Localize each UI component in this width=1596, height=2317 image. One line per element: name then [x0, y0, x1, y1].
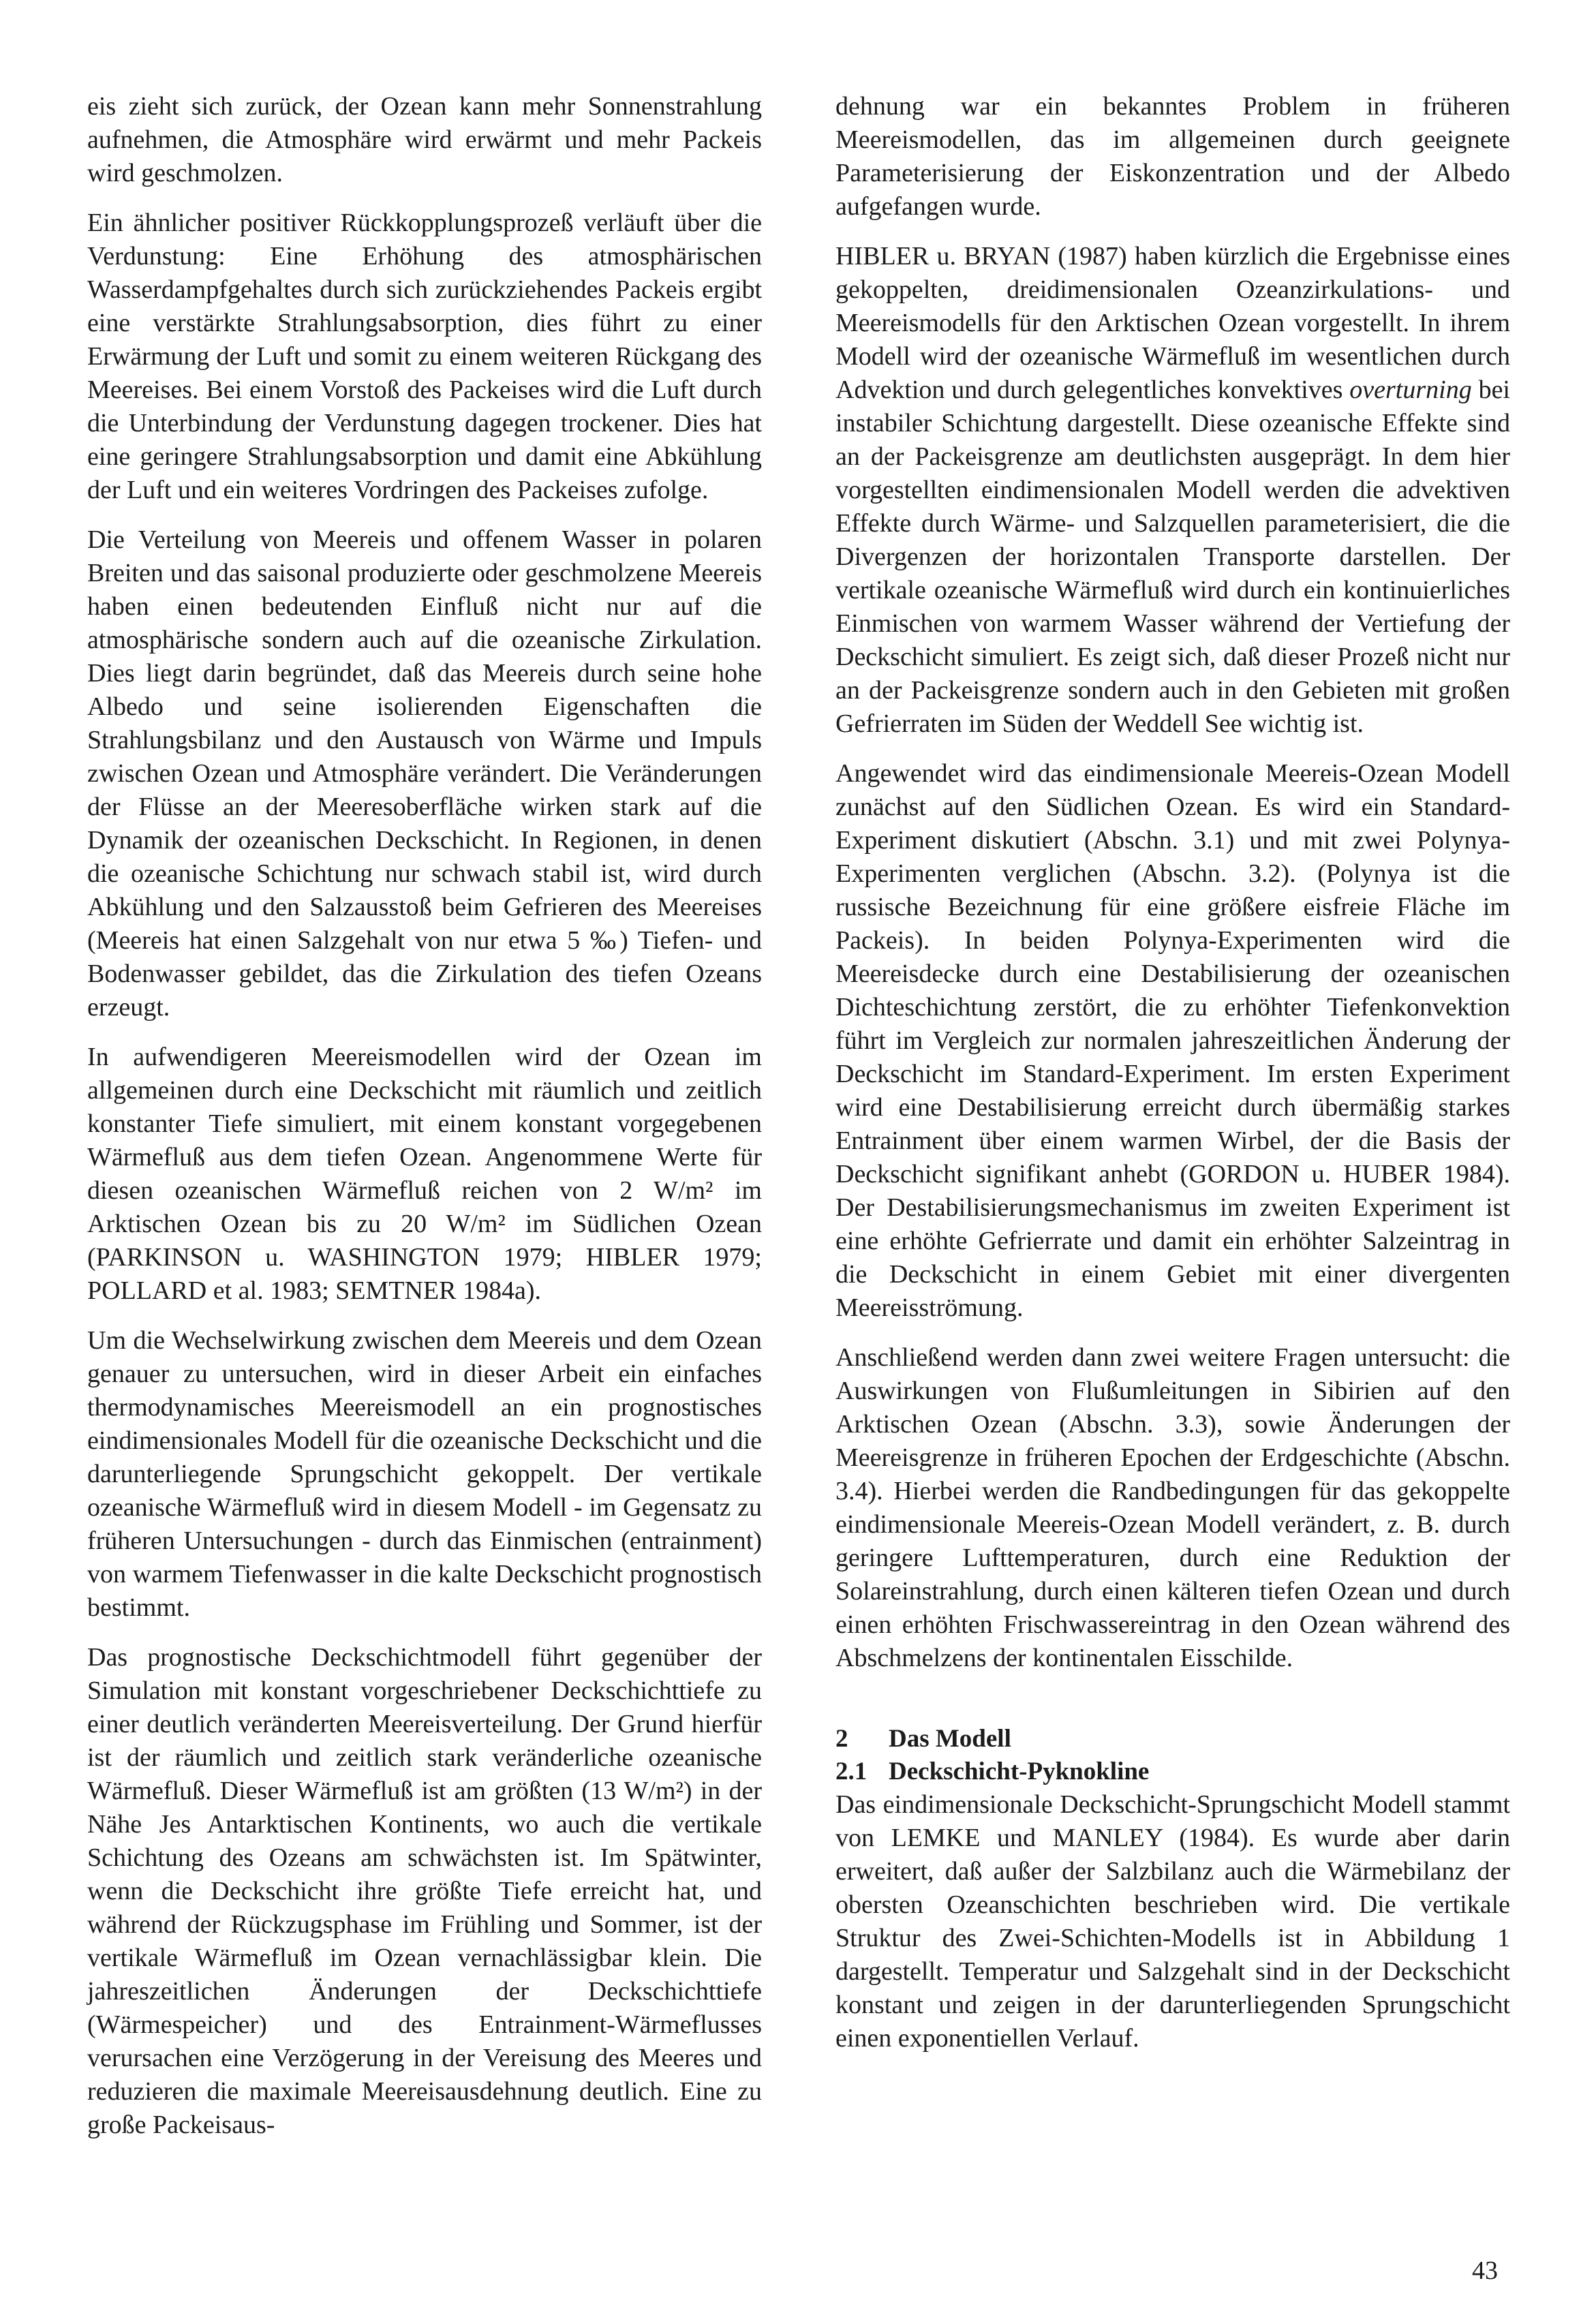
left-column — [87, 90, 762, 2158]
paragraph: Das prognostische Deckschichtmodell führt gegenüber der Simulation mit konstant vorgeschriebener Deckschichttiefe zu einer deutlich veränderten Meereisverteilung. Der Grund hierfür ist der räumlich und zeitlich stark veränderliche ozeanische Wärmefluß. Dieser Wärmefluß ist am größten (13 W/m²) in der Nähe Jes Antarktischen Kontinents, wo auch die vertikale Schichtung des Ozeans am schwächsten ist. Im Spätwinter, wenn die Deckschicht ihre größte Tiefe erreicht hat, und während der Rückzugsphase im Frühling und Sommer, ist der vertikale Wärmefluß im Ozean vernachlässigbar klein. Die jahreszeitlichen Änderungen der Deckschichttiefe (Wärmespeicher) und des Entrainment-Wärmeflusses verursachen eine Verzögerung in der Vereisung des Meeres und reduzieren die maximale Meereisausdehnung deutlich. Eine zu große Packeisaus- — [87, 1643, 762, 2139]
paragraph-text: HIBLER u. BRYAN (1987) haben kürzlich die Ergebnisse eines gekoppelten, dreidimensionalen Ozeanzirkulations- und Meereismodells für den Arktischen Ozean vorgestellt. In ihrem Modell wird der ozeanische Wärmefluß im wesentlichen durch Advektion und durch gelegentliches konvektives — [835, 242, 1510, 404]
paragraph: Das eindimensionale Deckschicht-Sprungschicht Modell stammt von LEMKE und MANLEY (1984). Es wurde aber darin erweitert, daß außer der Salzbilanz auch die Wärmebilanz der obersten Ozeanschichten beschrieben wird. Die vertikale Struktur des Zwei-Schichten-Modells ist in Abbildung 1 dargestellt. Temperatur und Salzgehalt sind in der Deckschicht konstant und zeigen in der darunterliegenden Sprungschicht einen exponentiellen Verlauf. — [835, 1790, 1510, 2053]
paragraph: In aufwendigeren Meereismodellen wird der Ozean im allgemeinen durch eine Deckschicht mit räumlich und zeitlich konstanter Tiefe simuliert, mit einem konstant vorgegebenen Wärmefluß aus dem tiefen Ozean. Angenommene Werte für diesen ozeanischen Wärmefluß reichen von 2 W/m² im Arktischen Ozean bis zu 20 W/m² im Südlichen Ozean (PARKINSON u. WASHINGTON 1979; HIBLER 1979; POLLARD et al. 1983; SEMTNER 1984a). — [87, 1043, 762, 1305]
paragraph: Ein ähnlicher positiver Rückkopplungsprozeß verläuft über die Verdunstung: Eine Erhöhung des atmosphärischen Wasserdampfgehaltes durch sich zurückziehendes Packeis ergibt eine verstärkte Strahlungsabsorption, dies führt zu einer Erwärmung der Luft und somit zu einem weiteren Rückgang des Meereises. Bei einem Vorstoß des Packeises wird die Luft durch die Unterbindung der Verdunstung dagegen trockener. Dies hat eine geringere Strahlungsabsorption und damit eine Abkühlung der Luft und ein weiteres Vordringen des Packeises zufolge. — [87, 209, 762, 504]
paragraph: Die Verteilung von Meereis und offenem Wasser in polaren Breiten und das saisonal produzierte oder geschmolzene Meereis haben einen bedeutenden Einfluß nicht nur auf die atmosphärische sondern auch auf die ozeanische Zirkulation. Dies liegt darin begründet, daß das Meereis durch seine hohe Albedo und seine isolierenden Eigenschaften die Strahlungsbilanz und den Austausch von Wärme und Impuls zwischen Ozean und Atmosphäre verändert. Die Veränderungen der Flüsse an der Meeresoberfläche wirken stark auf die Dynamik der ozeanischen Deckschicht. In Regionen, in denen die ozeanische Schichtung nur schwach stabil ist, wird durch Abkühlung und den Salzausstoß beim Gefrieren des Meereises (Meereis hat einen Salzgehalt von nur etwa 5 ‰) Tiefen- und Bodenwasser gebildet, das die Zirkulation des tiefen Ozeans erzeugt. — [87, 525, 762, 1022]
italic-term: overturning — [1349, 375, 1472, 404]
subsection-title: Deckschicht-Pyknokline — [889, 1758, 1150, 1785]
paragraph — [835, 240, 1510, 741]
section-number: 2 — [835, 1725, 848, 1753]
section-heading — [835, 1723, 1510, 1755]
paragraph: dehnung war ein bekanntes Problem in früheren Meereismodellen, das im allgemeinen durch geeignete Parameterisierung der Eiskonzentration und der Albedo aufgefangen wurde. — [835, 92, 1510, 221]
paragraph: Anschließend werden dann zwei weitere Fragen untersucht: die Auswirkungen von Flußumleitungen in Sibirien auf den Arktischen Ozean (Abschn. 3.3), sowie Änderungen der Meereisgrenze in früheren Epochen der Erdgeschichte (Abschn. 3.4). Hierbei werden die Randbedingungen für das gekoppelte eindimensionale Meereis-Ozean Modell verändert, z. B. durch geringere Lufttemperaturen, durch eine Reduktion der Solareinstrahlung, durch einen kälteren tiefen Ozean und durch einen erhöhten Frischwassereintrag in den Ozean während des Abschmelzens der kontinentalen Eisschilde. — [835, 1343, 1510, 1672]
section-title: Das Modell — [889, 1725, 1011, 1753]
paragraph-text: bei instabiler Schichtung dargestellt. Diese ozeanische Effekte sind an der Packeisgrenze am deutlichsten ausgeprägt. In dem hier vorgestellten eindimensionalen Modell werden die advektiven Effekte durch Wärme- und Salzquellen parameterisiert, die die Divergenzen der horizontalen Transporte darstellen. Der vertikale ozeanische Wärmefluß wird durch ein kontinuierliches Einmischen von warmem Wasser während der Vertiefung der Deckschicht simuliert. Es zeigt sich, daß dieser Prozeß nicht nur an der Packeisgrenze sondern auch in den Gebieten mit großen Gefrierraten im Süden der Weddell See wichtig ist. — [835, 375, 1510, 738]
paragraph: Um die Wechselwirkung zwischen dem Meereis und dem Ozean genauer zu untersuchen, wird in dieser Arbeit ein einfaches thermodynamisches Meereismodell an ein prognostisches eindimensionales Modell für die ozeanische Deckschicht und die darunterliegende Sprungschicht gekoppelt. Der vertikale ozeanische Wärmefluß wird in diesem Modell - im Gegensatz zu früheren Untersuchungen - durch das Einmischen (entrainment) von warmem Tiefenwasser in die kalte Deckschicht prognostisch bestimmt. — [87, 1326, 762, 1622]
subsection-number: 2.1 — [835, 1758, 868, 1785]
paragraph: Angewendet wird das eindimensionale Meereis-Ozean Modell zunächst auf den Südlichen Ozean. Es wird ein Standard-Experiment diskutiert (Abschn. 3.1) und mit zwei Polynya-Experimenten verglichen (Abschn. 3.2). (Polynya ist die russische Bezeichnung für eine größere eisfreie Fläche im Packeis). In beiden Polynya-Experimenten wird die Meereisdecke durch eine Destabilisierung der ozeanischen Dichteschichtung zerstört, die zu erhöhter Tiefenkonvektion führt im Vergleich zur normalen jahreszeitlichen Änderung der Deckschicht im Standard-Experiment. Im ersten Experiment wird eine Destabilisierung erreicht durch übermäßig starkes Entrainment über einem warmen Wirbel, der die Basis der Deckschicht signifikant anhebt (GORDON u. HUBER 1984). Der Destabilisierungsmechanismus im zweiten Experiment ist eine erhöhte Gefrierrate und damit ein erhöhter Salzeintrag in die Deckschicht in einem Gebiet mit einer divergenten Meereisströmung. — [835, 759, 1510, 1322]
right-column — [835, 90, 1510, 2072]
paragraph: eis zieht sich zurück, der Ozean kann mehr Sonnenstrahlung aufnehmen, die Atmosphäre wird erwärmt und mehr Packeis wird geschmolzen. — [87, 92, 762, 187]
page-number: 43 — [1472, 2256, 1498, 2285]
subsection-heading — [835, 1755, 1510, 1788]
